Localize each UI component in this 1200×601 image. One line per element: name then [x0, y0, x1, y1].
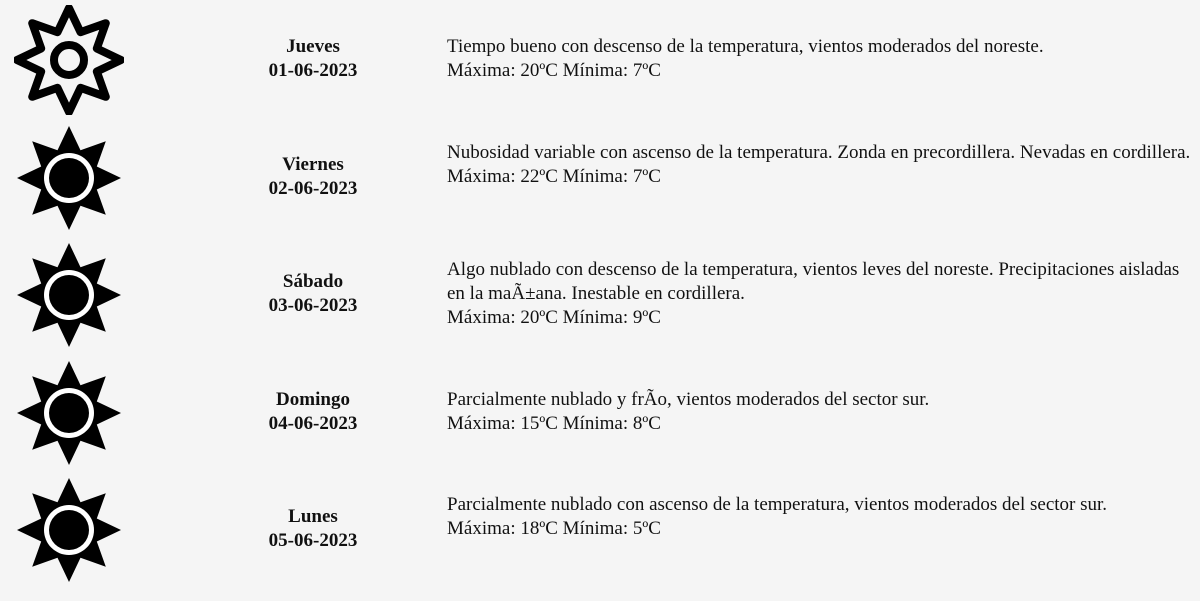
forecast-row-sabado	[0, 235, 1200, 352]
sun-filled-icon	[14, 240, 124, 350]
forecast-description: Nubosidad variable con ascenso de la temperatura. Zonda en precordillera. Nevadas en cordillera.	[447, 142, 1191, 163]
forecast-row-jueves	[0, 0, 1200, 117]
weekday-label: Viernes	[282, 154, 344, 175]
sun-filled-icon	[14, 358, 124, 468]
forecast-row-viernes	[0, 118, 1200, 235]
date-label: 01-06-2023	[268, 60, 358, 81]
forecast-description: Parcialmente nublado y frÃo, vientos moderados del sector sur.	[447, 389, 930, 410]
weekday-label: Lunes	[288, 506, 338, 527]
date-label: 05-06-2023	[268, 530, 358, 551]
forecast-text	[447, 258, 1192, 330]
forecast-temps: Máxima: 15ºC Mínima: 8ºC	[447, 413, 661, 434]
forecast-text	[447, 388, 1192, 436]
day-date	[238, 153, 388, 201]
forecast-description: Parcialmente nublado con ascenso de la temperatura, vientos moderados del sector sur.	[447, 494, 1108, 515]
forecast-description: Algo nublado con descenso de la temperatura, vientos leves del noreste. Precipitaciones aisladas en la maÃ±ana. Inestable en cordillera.	[447, 259, 1180, 304]
weekday-label: Jueves	[286, 36, 340, 57]
sun-filled-icon	[14, 475, 124, 585]
sun-filled-icon	[14, 123, 124, 233]
forecast-temps: Máxima: 20ºC Mínima: 7ºC	[447, 60, 661, 81]
date-label: 03-06-2023	[268, 295, 358, 316]
forecast-temps: Máxima: 22ºC Mínima: 7ºC	[447, 166, 661, 187]
forecast-description: Tiempo bueno con descenso de la temperatura, vientos moderados del noreste.	[447, 36, 1044, 57]
sun-outline-icon	[14, 5, 124, 115]
forecast-text	[447, 493, 1192, 541]
date-label: 02-06-2023	[268, 178, 358, 199]
forecast-text	[447, 35, 1192, 83]
weekday-label: Sábado	[282, 271, 344, 292]
forecast-temps: Máxima: 20ºC Mínima: 9ºC	[447, 307, 661, 328]
day-date	[238, 388, 388, 436]
forecast-row-lunes	[0, 470, 1200, 587]
forecast-text	[447, 141, 1192, 189]
weekday-label: Domingo	[276, 389, 350, 410]
day-date	[238, 35, 388, 83]
date-label: 04-06-2023	[268, 413, 358, 434]
forecast-row-domingo	[0, 353, 1200, 470]
forecast-temps: Máxima: 18ºC Mínima: 5ºC	[447, 518, 661, 539]
day-date	[238, 270, 388, 318]
day-date	[238, 505, 388, 553]
